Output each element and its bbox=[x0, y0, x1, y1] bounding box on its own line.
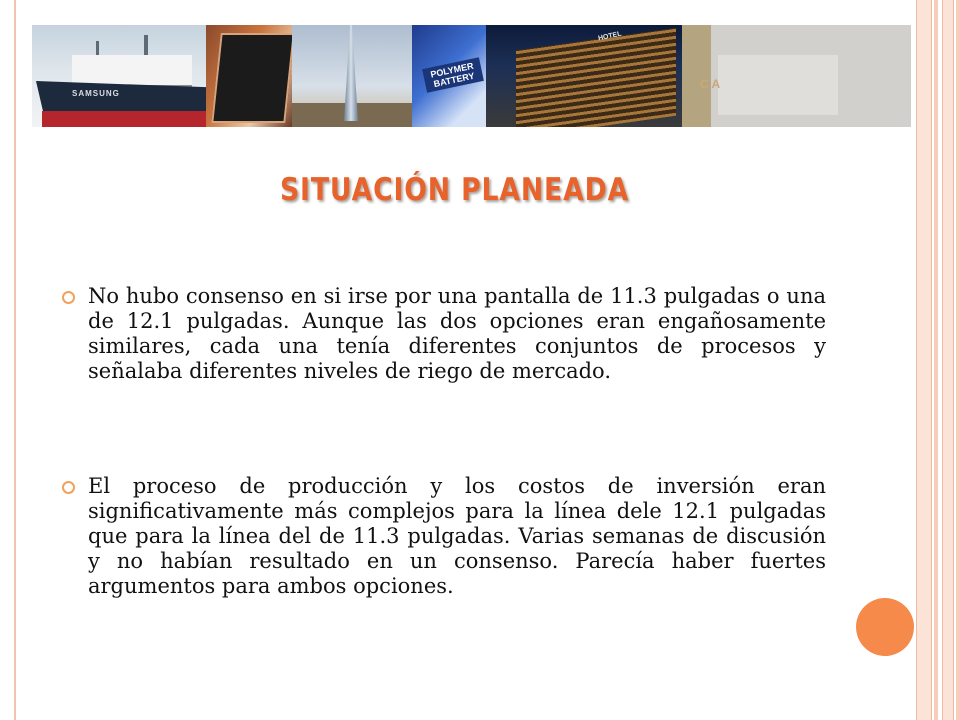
bullet-icon bbox=[62, 481, 75, 494]
display-panel-photo bbox=[206, 25, 292, 127]
slide-title: SITUACIÓN PLANEADA bbox=[280, 172, 630, 208]
decorative-orange-circle bbox=[856, 598, 914, 656]
battery-label: POLYMER BATTERY bbox=[422, 57, 484, 93]
left-border-line bbox=[14, 0, 16, 720]
bullet-text: No hubo consenso en si irse por una pantalla de 11.3 pulgadas o una de 12.1 pulgadas. Aunque las dos opciones eran engañosamente similares, cada una tenía diferentes conjuntos de procesos y señalaba diferentes niveles de riego de mercado. bbox=[88, 284, 826, 383]
bullet-icon bbox=[62, 291, 75, 304]
right-decorative-bars bbox=[916, 0, 960, 720]
decorative-bar bbox=[942, 0, 954, 720]
faded-banner-text: C A bbox=[700, 77, 721, 91]
ship-photo bbox=[32, 25, 206, 127]
ship-label: SAMSUNG bbox=[72, 89, 120, 98]
decorative-bar bbox=[934, 0, 938, 720]
hotel-photo bbox=[486, 25, 682, 127]
hotel-sign: HOTEL bbox=[597, 30, 623, 43]
decorative-bar bbox=[916, 0, 932, 720]
battery-photo bbox=[412, 25, 486, 127]
skyscraper-photo bbox=[292, 25, 412, 127]
decorative-bar bbox=[956, 0, 960, 720]
bullet-text: El proceso de producción y los costos de inversión eran significativamente más complejos para la línea dele 12.1 pulgadas que para la línea del de 11.3 pulgadas. Varias semanas de discusión y no habían resultado en un consenso. Parecía haber fuertes argumentos para ambos opciones. bbox=[88, 474, 826, 598]
banner-end-panel bbox=[682, 25, 911, 127]
header-banner bbox=[32, 25, 911, 127]
